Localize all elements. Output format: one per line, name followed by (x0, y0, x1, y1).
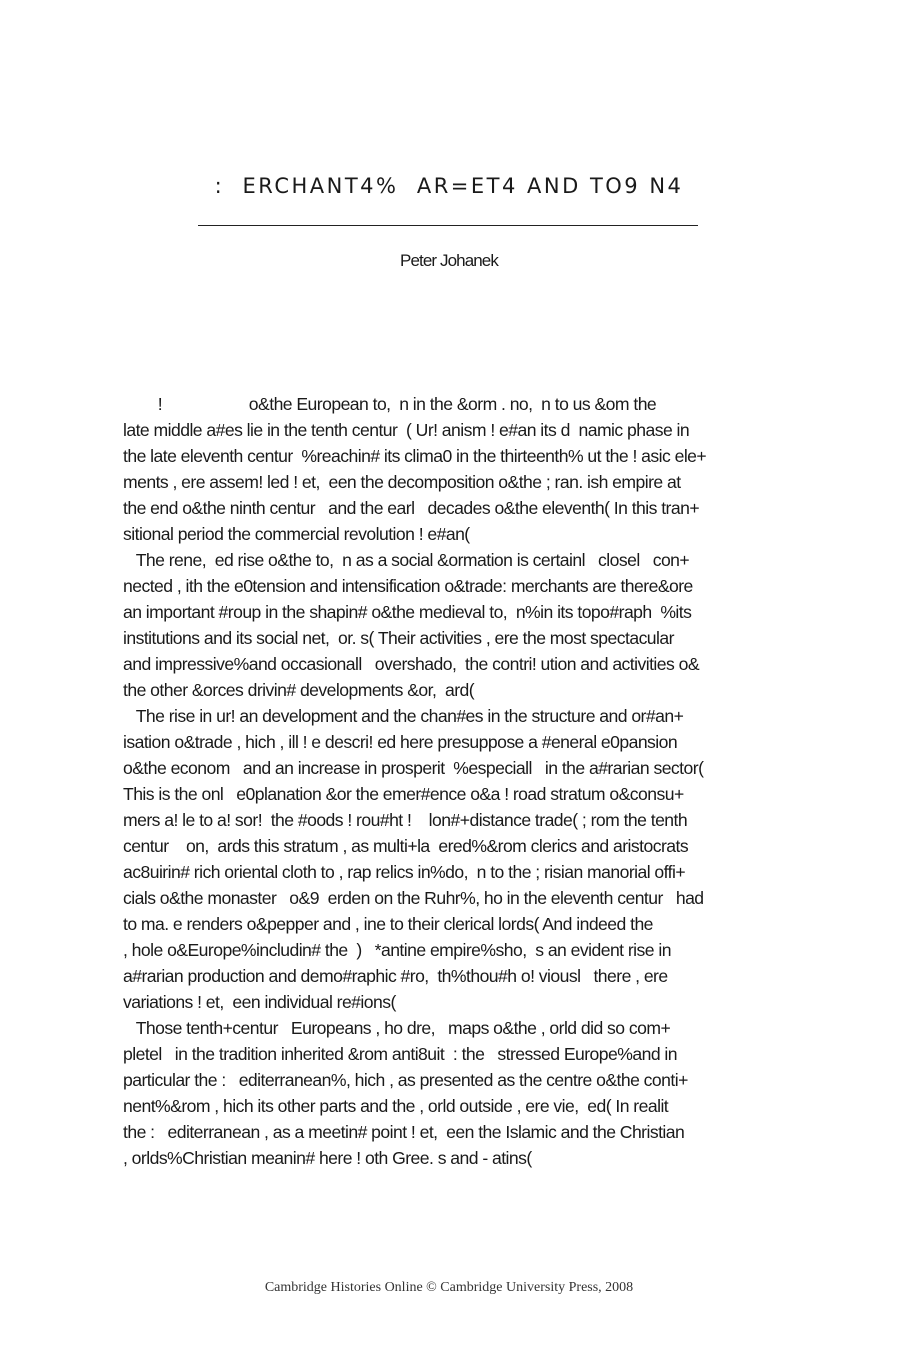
text-line: variations ! et, een individual re#ions( (123, 992, 396, 1012)
text-line: isation o&trade , hich , ill ! e descri! ed here presuppose a #eneral e0pansion (123, 732, 678, 752)
chapter-title: : ERCHANT4% AR=ET4 AND TO9 N4 (214, 174, 684, 198)
text-line: the : editerranean , as a meetin# point ! et, een the Islamic and the Christian (123, 1122, 685, 1142)
text-line: late middle a#es lie in the tenth centur ( Ur! anism ! e#an its d namic phase in (123, 420, 690, 440)
text-line: ! o&the European to, n in the &orm . no, n to us &om the (123, 394, 657, 414)
text-line: sitional period the commercial revolution ! e#an( (123, 524, 470, 544)
text-line: cials o&the monaster o&9 erden on the Ruhr%, ho in the eleventh centur had (123, 888, 704, 908)
text-line: Those tenth+centur Europeans , ho dre, maps o&the , orld did so com+ (123, 1018, 671, 1038)
text-line: nent%&rom , hich its other parts and the , orld outside , ere vie, ed( In realit (123, 1096, 669, 1116)
text-line: a#rarian production and demo#raphic #ro, th%thou#h o! viousl there , ere (123, 966, 668, 986)
text-line: an important #roup in the shapin# o&the medieval to, n%in its topo#raph %its (123, 602, 692, 622)
text-line: mers a! le to a! sor! the #oods ! rou#ht ! lon#+distance trade( ; rom the tenth (123, 810, 688, 830)
text-line: nected , ith the e0tension and intensification o&trade: merchants are there&ore (123, 576, 693, 596)
text-line: and impressive%and occasionall overshado, the contri! ution and activities o& (123, 654, 700, 674)
copyright-footer: Cambridge Histories Online © Cambridge University Press, 2008 (264, 1280, 634, 1295)
text-line: the other &orces drivin# developments &or, ard( (123, 680, 475, 700)
text-line: to ma. e renders o&pepper and , ine to their clerical lords( And indeed the (123, 914, 653, 934)
text-line: the late eleventh centur %reachin# its clima0 in the thirteenth% ut the ! asic ele+ (123, 446, 707, 466)
text-line: particular the : editerranean%, hich , as presented as the centre o&the conti+ (123, 1070, 688, 1090)
text-line: institutions and its social net, or. s( Their activities , ere the most spectacular (123, 628, 674, 648)
text-line: , hole o&Europe%includin# the ) *antine empire%sho, s an evident rise in (123, 940, 671, 960)
text-line: , orlds%Christian meanin# here ! oth Gree. s and - atins( (123, 1148, 532, 1168)
body-text (123, 391, 788, 1171)
text-line: the end o&the ninth centur and the earl decades o&the eleventh( In this tran+ (123, 498, 700, 518)
text-line: The rise in ur! an development and the chan#es in the structure and or#an+ (123, 706, 684, 726)
text-line: The rene, ed rise o&the to, n as a social &ormation is certainl closel con+ (123, 550, 690, 570)
text-line: centur on, ards this stratum , as multi+la ered%&rom clerics and aristocrats (123, 836, 689, 856)
text-line: o&the econom and an increase in prosperit %especiall in the a#rarian sector( (123, 758, 704, 778)
text-line: ac8uirin# rich oriental cloth to , rap relics in%do, n to the ; risian manorial offi+ (123, 862, 686, 882)
author-name: Peter Johanek (400, 251, 498, 270)
text-line: pletel in the tradition inherited &rom anti8uit : the stressed Europe%and in (123, 1044, 677, 1064)
title-rule (198, 225, 698, 226)
text-line: This is the onl e0planation &or the emer#ence o&a ! road stratum o&consu+ (123, 784, 684, 804)
text-line: ments , ere assem! led ! et, een the decomposition o&the ; ran. ish empire at (123, 472, 681, 492)
